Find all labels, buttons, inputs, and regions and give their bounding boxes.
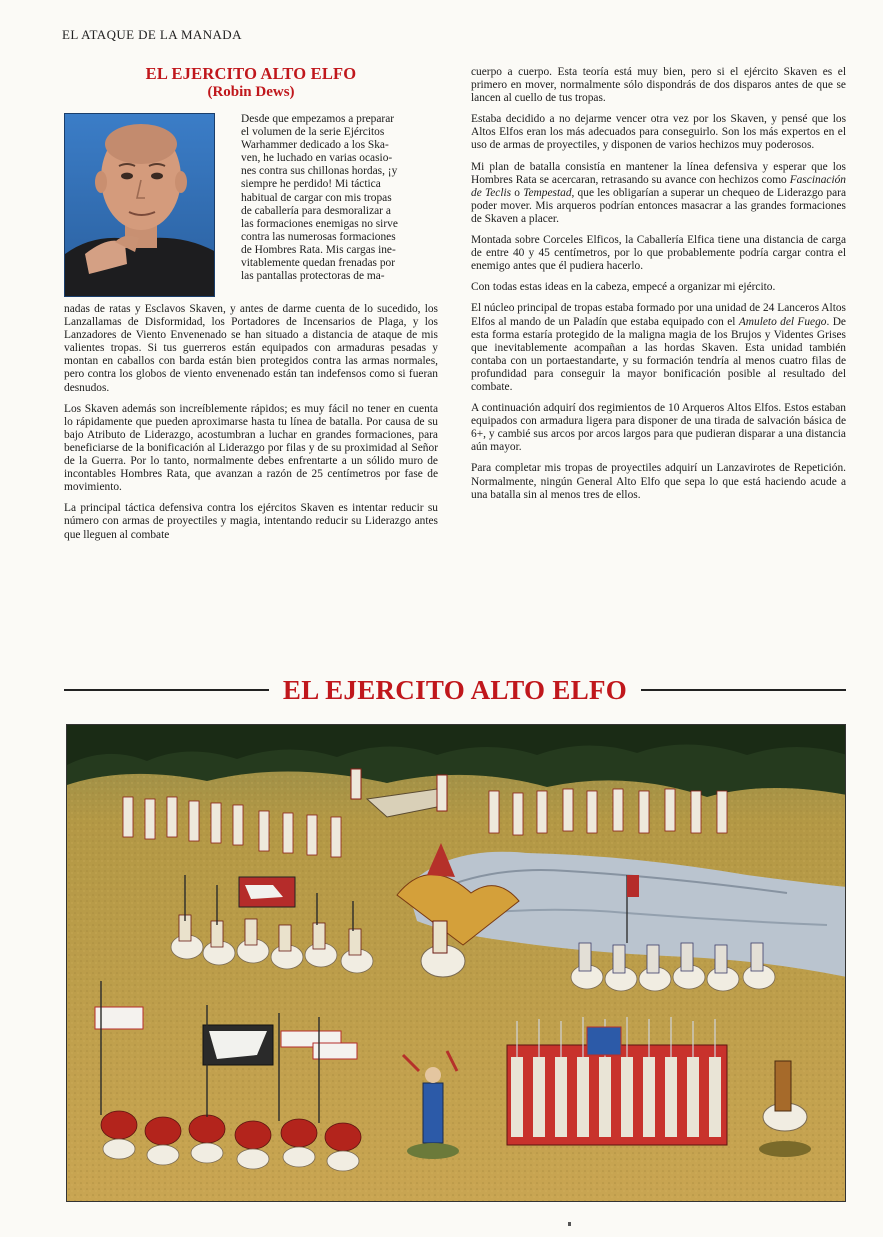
paragraph-high-elves-choice: Estaba decidido a no dejarme vencer otra vez por los Skaven, y pensé que los Altos Elfos eran los más adecuados para conseguirlo. Son los más expertos en el uso de armas de proyectiles, y disponen de varios hechizos muy poderosos.	[471, 113, 846, 152]
spearmen-text-a: El núcleo principal de tropas estaba formado por una unidad de 24 Lanceros Altos Elfos al mando de un Paladín que estaba equipado con el	[471, 302, 846, 328]
intro-line: de Hombres Rata. Mis cargas ine-	[241, 243, 396, 256]
running-head: EL ATAQUE DE LA MANADA	[62, 27, 242, 42]
paragraph-organize: Con todas estas ideas en la cabeza, empecé a organizar mi ejército.	[471, 281, 776, 294]
article-title: EL EJERCITO ALTO ELFO	[145, 64, 357, 83]
paragraph-cavalry: Montada sobre Corceles Elficos, la Caballería Elfica tiene una distancia de carga de entre 40 y 45 centímetros, por lo que probablemente podría cargar contra el enemigo antes que él pudiera hacerlo.	[471, 234, 846, 273]
intro-line: vitablemente quedan frenadas por	[241, 257, 396, 270]
banner-rule-left	[64, 689, 269, 691]
intro-continuation: nadas de ratas y Esclavos Skaven, y antes de darme cuenta de lo sucedido, los Lanzallamas de Disformidad, los Portadores de Incensarios de Plaga, y los Lanzadores de Viento Envenenado se han situado a distancia de ataque de mis valientes tropas. Si tus guerreros están equipados con armaduras pesadas y montan en caballos con barda están bien protegidos contra las armas normales, pero contra los globos de viento envenenado están tan indefensos como si fueran desnudos.	[64, 303, 438, 394]
banner-rule-right	[641, 689, 846, 691]
right-column	[471, 66, 846, 510]
paragraph-battle-plan	[471, 161, 846, 226]
paragraph-bolt-thrower: Para completar mis tropas de proyectiles adquirí un Lanzavirotes de Repetición. Normalmente, ningún General Alto Elfo que sepa lo que está haciendo acude a una batalla sin al menos tres de ellos.	[471, 462, 846, 501]
intro-line: nes contra sus chillonas hordas, ¡y	[241, 165, 398, 178]
battle-plan-text-b: o	[511, 186, 524, 199]
intro-line: habitual de cargar con mis tropas	[241, 191, 392, 204]
intro-line: las formaciones enemigas no sirve	[241, 217, 398, 230]
spearmen-text-b: . De esta forma estaría protegido de la maligna magia de los Brujos y Videntes Grises que inevitablemente acompañan a las hordas Skaven. Esta unidad también contaba con un portaestandarte, y su formación tendría al menos cuatro filas de profundidad para conseguir la mayor bonificación posible al resultado del combate.	[471, 315, 846, 393]
paragraph-spearmen	[471, 302, 846, 394]
army-photo-illustration	[67, 725, 846, 1202]
spell-name: Fascinación de Teclis	[471, 173, 846, 199]
magic-item-name: Amuleto del Fuego	[738, 315, 827, 328]
intro-line: las pantallas protectoras de ma-	[241, 270, 385, 283]
army-photo	[66, 724, 846, 1202]
paragraph-defensive-tactic: La principal táctica defensiva contra los ejércitos Skaven es intentar reducir su número con armas de proyectiles y magia, intentando reducir su Liderazgo antes que lleguen al combate	[64, 502, 438, 541]
author-portrait	[64, 113, 215, 297]
page-mark	[568, 1222, 571, 1226]
paragraph-archers: A continuación adquirí dos regimientos de 10 Arqueros Altos Elfos. Estos estaban equipados con armadura ligera para disponer de una tirada de salvación básica de 6+, y cambié sus arcos por arcos largos para que pudieran disparar a una distancia aún mayor.	[471, 402, 846, 454]
intro-line: Desde que empezamos a preparar	[241, 113, 395, 125]
portrait-illustration	[65, 114, 215, 297]
section-title: EL EJERCITO ALTO ELFO	[282, 674, 628, 705]
paragraph-close-combat: cuerpo a cuerpo. Esta teoría está muy bien, pero si el ejército Skaven es el primero en mover, normalmente sólo dispondrás de dos disparos antes de que se lancen al cuello de tus tropas.	[471, 66, 846, 105]
article-author: (Robin Dews)	[207, 84, 295, 100]
spell-name: Tempestad	[523, 186, 572, 199]
battle-plan-text-c: , que les obligarían a superar un chequeo de Liderazgo para poder mover. Mis arqueros podrían entonces masacrar a las grandes formaciones de Skaven a placer.	[471, 186, 847, 225]
intro-line: siempre he perdido! Mi táctica	[241, 178, 381, 191]
intro-line: el volumen de la serie Ejércitos	[241, 126, 385, 139]
intro-line: contra las numerosas formaciones	[241, 230, 396, 243]
intro-line: Warhammer dedicado a los Ska-	[241, 139, 389, 152]
paragraph-skaven-speed: Los Skaven además son increíblemente rápidos; es muy fácil no tener en cuenta lo rápidamente que pueden aproximarse hasta tu línea de batalla. Por causa de su bajo Atributo de Liderazgo, acostumbran a luchar en grandes formaciones, para beneficiarse de la bonificación al Liderazgo por filas y de su proximidad al Señor de la Guerra. Por lo tanto, normalmente debes enfrentarte a un sólido muro de incontables Hombres Rata, que avanzan a razón de 25 centímetros por fase de movimiento.	[64, 402, 438, 494]
intro-line: ven, he luchado en varias ocasio-	[241, 152, 393, 165]
section-banner	[64, 672, 846, 708]
left-column	[64, 64, 438, 550]
battle-plan-text-a: Mi plan de batalla consistía en mantener la línea defensiva y esperar que los Hombres Rata se acercaran, retrasando su avance con hechizos como	[471, 160, 846, 186]
intro-line: de caballería para desmoralizar a	[241, 204, 391, 217]
